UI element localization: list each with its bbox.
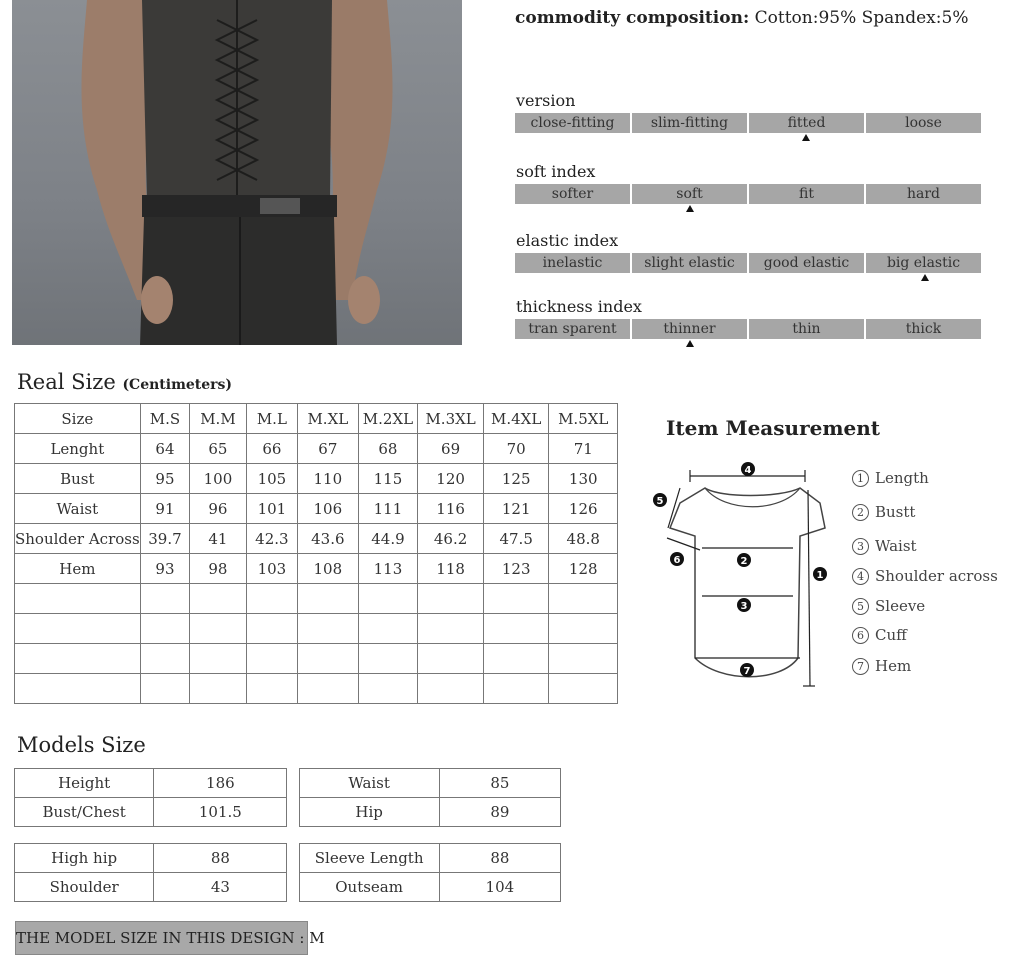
table-cell: 101 [246,494,297,524]
scale-elastic [515,253,983,273]
table-row-empty [15,584,618,614]
legend-label: Hem [875,657,912,675]
legend-number: 3 [852,538,869,555]
table-cell: 96 [190,494,246,524]
scale-soft [515,184,983,204]
legend-item-bust [852,503,915,521]
table-cell: Waist [15,494,141,524]
table-cell: 68 [358,434,418,464]
table-cell: 116 [418,494,484,524]
scale-version [515,113,983,133]
table-cell: 71 [549,434,618,464]
composition-value: Cotton:95% Spandex:5% [754,8,969,28]
legend-number: 1 [852,470,869,487]
table-cell: 47.5 [483,524,549,554]
scale-option-selected: thinner [632,319,747,339]
table-cell: 105 [246,464,297,494]
product-photo [12,0,462,345]
legend-item-shoulder [852,567,998,585]
legend-item-length [852,469,929,487]
legend-label: Sleeve [875,597,926,615]
table-cell: 88 [154,844,287,873]
table-header-cell: M.S [140,404,190,434]
scale-option: slight elastic [632,253,747,273]
legend-label: Shoulder across [875,567,998,585]
legend-item-waist [852,537,917,555]
table-header-cell: M.4XL [483,404,549,434]
scale-option: inelastic [515,253,630,273]
table-cell: 118 [418,554,484,584]
table-cell: 106 [298,494,358,524]
table-cell: 95 [140,464,190,494]
table-cell: 65 [190,434,246,464]
table-cell: 89 [439,798,560,827]
table-cell: Sleeve Length [299,844,439,873]
selected-marker-icon [686,340,694,347]
legend-item-hem [852,657,911,675]
scale-option-selected: big elastic [866,253,981,273]
table-cell: 110 [298,464,358,494]
table-cell: 101.5 [154,798,287,827]
legend-label: Bustt [875,503,916,521]
table-cell: Hip [299,798,439,827]
table-cell: 126 [549,494,618,524]
scale-thickness [515,319,983,339]
table-gap [287,798,299,827]
table-cell: 111 [358,494,418,524]
scale-option: thin [749,319,864,339]
table-header-cell: M.M [190,404,246,434]
table-cell: 70 [483,434,549,464]
svg-text:5: 5 [656,496,664,507]
table-cell: 91 [140,494,190,524]
table-cell: 123 [483,554,549,584]
table-cell: Bust [15,464,141,494]
table-cell: 113 [358,554,418,584]
table-row-empty [15,644,618,674]
table-gap [287,769,299,798]
table-row [15,873,561,902]
table-cell: 66 [246,434,297,464]
table-cell: 42.3 [246,524,297,554]
table-row [15,434,618,464]
table-cell: 186 [154,769,287,798]
real-size-unit: (Centimeters) [122,377,233,393]
tshirt-measurement-diagram [650,458,835,693]
legend-label: Length [875,469,929,487]
table-cell: 48.8 [549,524,618,554]
table-row [15,464,618,494]
table-cell: 120 [418,464,484,494]
real-size-heading [17,370,232,394]
scale-option: tran sparent [515,319,630,339]
scale-option-selected: fitted [749,113,864,133]
table-cell: 67 [298,434,358,464]
model-torso-illustration [12,0,462,345]
scale-title-elastic: elastic index [516,231,619,250]
svg-text:3: 3 [740,601,748,612]
table-cell: Waist [299,769,439,798]
table-cell: 100 [190,464,246,494]
table-cell: 64 [140,434,190,464]
table-gap [287,873,299,902]
scale-option: slim-fitting [632,113,747,133]
table-cell: Shoulder Across [15,524,141,554]
table-cell: 46.2 [418,524,484,554]
legend-number: 4 [852,568,869,585]
table-cell: 43.6 [298,524,358,554]
scale-option: good elastic [749,253,864,273]
table-cell: Hem [15,554,141,584]
selected-marker-icon [921,274,929,281]
table-header-cell: M.5XL [549,404,618,434]
scale-option: softer [515,184,630,204]
models-size-title: Models Size [17,733,146,757]
table-row [15,769,561,798]
legend-number: 6 [852,627,869,644]
table-cell: 103 [246,554,297,584]
scale-option: thick [866,319,981,339]
table-header-cell: M.L [246,404,297,434]
table-cell: 43 [154,873,287,902]
legend-label: Cuff [875,626,907,644]
table-row [15,798,561,827]
table-cell: Lenght [15,434,141,464]
table-header-cell: M.2XL [358,404,418,434]
table-cell: 104 [439,873,560,902]
table-header-cell: Size [15,404,141,434]
table-row-empty [15,674,618,704]
legend-number: 5 [852,598,869,615]
legend-number: 2 [852,504,869,521]
table-row-empty [15,614,618,644]
selected-marker-icon [802,134,810,141]
model-size-note: THE MODEL SIZE IN THIS DESIGN : M [15,921,308,955]
scale-option-selected: soft [632,184,747,204]
table-row [15,524,618,554]
table-cell: 128 [549,554,618,584]
table-header-row [15,404,618,434]
table-cell: 88 [439,844,560,873]
table-cell: 98 [190,554,246,584]
scale-option: close-fitting [515,113,630,133]
table-cell: 39.7 [140,524,190,554]
table-cell: 108 [298,554,358,584]
table-cell: 93 [140,554,190,584]
svg-text:4: 4 [744,465,752,476]
svg-text:6: 6 [673,555,681,566]
legend-number: 7 [852,658,869,675]
table-row [15,554,618,584]
table-cell: 69 [418,434,484,464]
scale-option: hard [866,184,981,204]
table-cell: Height [15,769,154,798]
models-table-2 [14,843,561,902]
legend-label: Waist [875,537,917,555]
item-measurement-title: Item Measurement [666,416,880,440]
scale-title-thickness: thickness index [516,297,642,316]
table-cell: 125 [483,464,549,494]
table-header-cell: M.XL [298,404,358,434]
real-size-title: Real Size [17,370,116,394]
table-cell: 41 [190,524,246,554]
table-row [15,494,618,524]
svg-text:1: 1 [816,570,824,581]
legend-item-sleeve [852,597,925,615]
table-cell: Outseam [299,873,439,902]
composition [515,8,968,28]
composition-label: commodity composition: [515,8,750,28]
table-cell: 44.9 [358,524,418,554]
models-table-1 [14,768,561,827]
svg-text:2: 2 [740,556,748,567]
table-cell: High hip [15,844,154,873]
table-cell: 130 [549,464,618,494]
scale-option: fit [749,184,864,204]
table-cell: Bust/Chest [15,798,154,827]
table-cell: 121 [483,494,549,524]
table-cell: 115 [358,464,418,494]
table-row [15,844,561,873]
svg-text:7: 7 [743,666,751,677]
selected-marker-icon [686,205,694,212]
table-header-cell: M.3XL [418,404,484,434]
table-cell: Shoulder [15,873,154,902]
table-gap [287,844,299,873]
scale-title-soft: soft index [516,162,596,181]
size-table [14,403,618,704]
scale-option: loose [866,113,981,133]
scale-title-version: version [516,91,576,110]
legend-item-cuff [852,626,907,644]
table-cell: 85 [439,769,560,798]
